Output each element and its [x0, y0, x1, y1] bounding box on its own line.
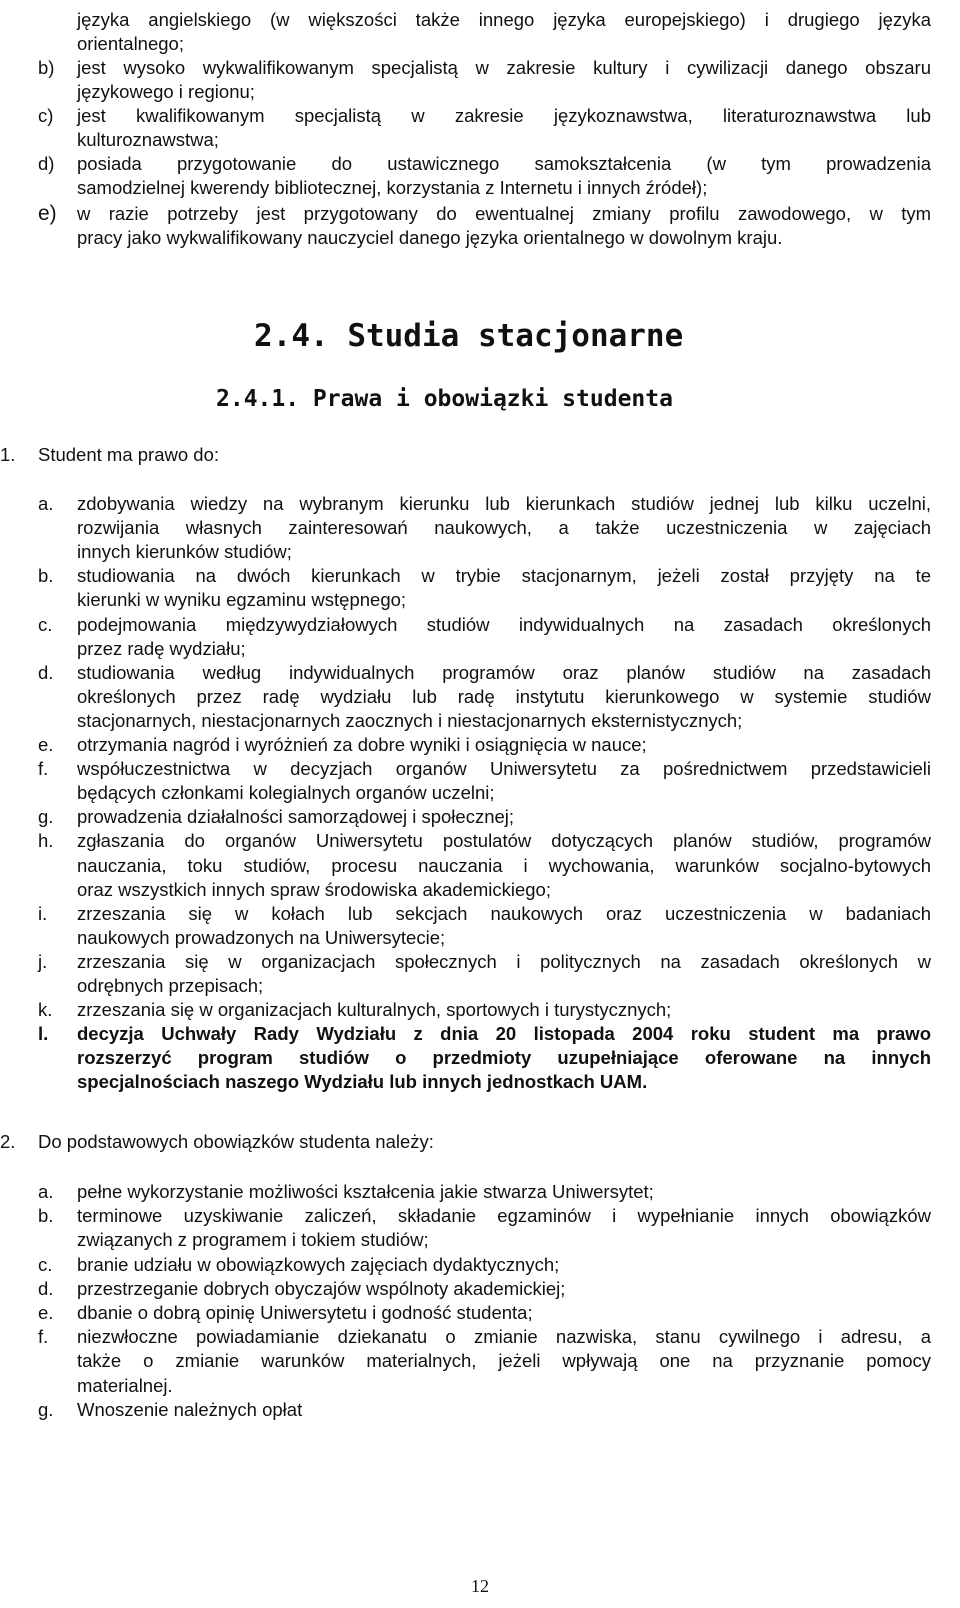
list-item-line: stacjonarnych, niestacjonarnych zaocznych i niestacjonarnych eksternistycznych;	[77, 709, 743, 731]
list-item-line: terminowe uzyskiwanie zaliczeń, składanie egzaminów i wypełnianie innych obowiązków	[77, 1205, 931, 1227]
list-marker: g.	[38, 806, 54, 828]
intro-line: posiada przygotowanie do ustawicznego samokształcenia (w tym prowadzenia	[77, 153, 931, 174]
page-number: 12	[471, 1576, 489, 1596]
list-marker: i.	[38, 902, 48, 924]
list-item-line: naukowych prowadzonych na Uniwersytecie;	[77, 926, 446, 948]
list-item-line: innych kierunków studiów;	[77, 541, 292, 563]
list-item-line: podejmowania międzywydziałowych studiów indywidualnych na zasadach określonych	[77, 613, 931, 635]
section-heading: 2.4. Studia stacjonarne	[254, 318, 684, 354]
list-item-line: odrębnych przepisach;	[77, 975, 264, 996]
list-marker: e.	[38, 734, 54, 755]
list-item-line: decyzja Uchwały Rady Wydziału z dnia 20 listopada 2004 roku student ma prawo	[77, 1023, 931, 1045]
list-item-line: kierunki w wyniku egzaminu wstępnego;	[77, 589, 407, 611]
list-marker: d)	[38, 153, 55, 174]
list-item-line: pełne wykorzystanie możliwości kształcenia jakie stwarza Uniwersytet;	[77, 1181, 654, 1202]
intro-line: kulturoznawstwa;	[77, 129, 219, 150]
list-item-line: zrzeszania się w organizacjach społecznych i politycznych na zasadach określonych w	[77, 950, 931, 972]
list-marker: f.	[38, 1326, 49, 1348]
list-item-line: materialnej.	[77, 1374, 173, 1396]
list-marker: e.	[38, 1302, 54, 1323]
list-marker: a.	[38, 493, 54, 514]
list-item-line: współuczestnictwa w decyzjach organów Uniwersytetu za pośrednictwem przedstawicieli	[77, 758, 931, 780]
intro-line: samodzielnej kwerendy bibliotecznej, korzystania z Internetu i innych źródeł);	[77, 177, 708, 198]
list-marker: l.	[38, 1023, 49, 1045]
list-item-line: związanych z programem i tokiem studiów;	[77, 1229, 429, 1251]
list-marker: j.	[38, 950, 48, 972]
list-marker: b.	[38, 565, 54, 587]
intro-line: orientalnego;	[77, 33, 184, 54]
list-marker: c)	[38, 105, 54, 126]
list-marker: c.	[38, 613, 53, 635]
list-marker: g.	[38, 1398, 54, 1420]
list-marker: c.	[38, 1253, 53, 1275]
list-item-line: zrzeszania się w kołach lub sekcjach naukowych oraz uczestniczenia w badaniach	[77, 902, 931, 924]
section-number: 1.	[0, 444, 16, 465]
intro-line: jest wysoko wykwalifikowanym specjalistą w zakresie kultury i cywilizacji danego obszaru	[77, 57, 931, 78]
list-item-line: studiowania według indywidualnych programów oraz planów studiów na zasadach	[77, 661, 931, 683]
list-item-line: Wnoszenie należnych opłat	[77, 1398, 303, 1420]
intro-line: w razie potrzeby jest przygotowany do ewentualnej zmiany profilu zawodowego, w tym	[77, 203, 931, 224]
list-item-line: otrzymania nagród i wyróżnień za dobre wyniki i osiągnięcia w nauce;	[77, 734, 647, 755]
list-marker: e)	[38, 202, 57, 225]
list-item-line: oraz wszystkich innych spraw środowiska akademickiego;	[77, 878, 551, 900]
list-marker: k.	[38, 999, 53, 1021]
subsection-heading: 2.4.1. Prawa i obowiązki studenta	[216, 386, 673, 412]
list-item-line: niezwłoczne powiadamianie dziekanatu o zmianie nazwiska, stanu cywilnego i adresu, a	[77, 1326, 931, 1348]
list-item-line: dbanie o dobrą opinię Uniwersytetu i godność studenta;	[77, 1302, 533, 1323]
intro-line: jest kwalifikowanym specjalistą w zakresie językoznawstwa, literaturoznawstwa lub	[77, 105, 931, 126]
list-item-line: określonych przez radę wydziału lub radę instytutu kierunkowego w systemie studiów	[77, 685, 931, 707]
list-item-line: także o zmianie warunków materialnych, jeżeli wpływają one na przyznanie pomocy	[77, 1350, 931, 1372]
intro-line: językowego i regionu;	[77, 81, 255, 102]
list-marker: a.	[38, 1181, 54, 1202]
list-item-line: zrzeszania się w organizacjach kulturalnych, sportowych i turystycznych;	[77, 999, 672, 1021]
section-title: Do podstawowych obowiązków studenta należy:	[38, 1131, 434, 1152]
list-item-line: przestrzeganie dobrych obyczajów wspólnoty akademickiej;	[77, 1277, 566, 1299]
list-marker: d.	[38, 661, 54, 683]
list-item-line: zgłaszania do organów Uniwersytetu postulatów dotyczących planów studiów, programów	[77, 830, 931, 852]
list-marker: h.	[38, 830, 54, 852]
intro-line: języka angielskiego (w większości także innego języka europejskiego) i drugiego języka	[77, 9, 931, 30]
list-marker: b.	[38, 1205, 54, 1227]
list-marker: d.	[38, 1277, 54, 1299]
list-item-line: przez radę wydziału;	[77, 637, 246, 659]
list-marker: b)	[38, 57, 55, 78]
list-marker: f.	[38, 758, 49, 780]
list-item-line: będących członkami kolegialnych organów uczelni;	[77, 782, 495, 804]
list-item-line: branie udziału w obowiązkowych zajęciach dydaktycznych;	[77, 1253, 560, 1275]
list-item-line: prowadzenia działalności samorządowej i społecznej;	[77, 806, 515, 828]
list-item-line: specjalnościach naszego Wydziału lub innych jednostkach UAM.	[77, 1071, 648, 1093]
section-title: Student ma prawo do:	[38, 444, 219, 465]
list-item-line: rozwijania własnych zainteresowań naukowych, a także uczestniczenia w zajęciach	[77, 517, 931, 539]
list-item-line: rozszerzyć program studiów o przedmioty uzupełniające oferowane na innych	[77, 1047, 931, 1069]
list-item-line: zdobywania wiedzy na wybranym kierunku lub kierunkach studiów jednej lub kilku uczelni,	[77, 493, 931, 514]
intro-line: pracy jako wykwalifikowany nauczyciel danego języka orientalnego w dowolnym kraju.	[77, 227, 783, 248]
list-item-line: studiowania na dwóch kierunkach w trybie stacjonarnym, jeżeli został przyjęty na te	[77, 565, 931, 587]
list-item-line: nauczania, toku studiów, procesu nauczania i wychowania, warunków socjalno-bytowych	[77, 854, 931, 876]
section-number: 2.	[0, 1131, 16, 1152]
